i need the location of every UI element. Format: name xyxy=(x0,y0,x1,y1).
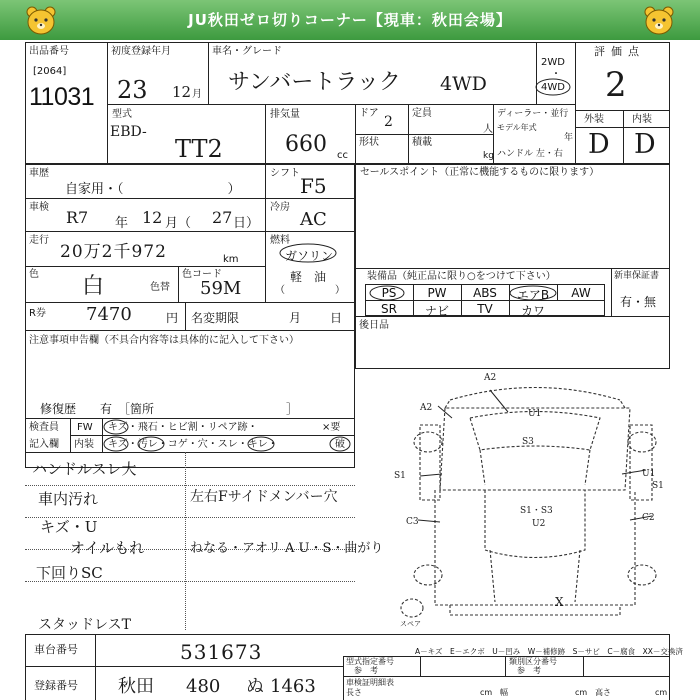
vehicle-number-label: 車台番号 xyxy=(34,643,78,656)
interior-check-label: 内装 xyxy=(74,439,94,450)
displacement-unit: cc xyxy=(337,150,348,161)
inspection-day-unit: 日） xyxy=(233,216,260,231)
drive-2wd: 2WD xyxy=(541,57,565,68)
equipment-airbag: エアB xyxy=(516,288,550,302)
displacement-value: 660 xyxy=(285,132,327,157)
mark-u1-front: U1 xyxy=(528,409,542,419)
import-year-unit: 年 xyxy=(564,133,574,143)
capacity-unit: 人 xyxy=(483,124,493,135)
cert-proof-label: 車検証明細表 xyxy=(346,678,394,687)
fw-label: FW xyxy=(77,422,93,433)
mark-u1-right: U1 xyxy=(642,469,656,479)
inspection-month-unit: 月（ xyxy=(165,216,192,231)
inspection-month: 12 xyxy=(142,208,163,227)
fuel-gasoline-circle xyxy=(278,242,338,264)
interior-check-text: キズ・汚レ・コゲ・穴・スレ・キレ・ xyxy=(108,439,278,450)
mileage-value: 20万2千972 xyxy=(60,242,167,262)
history-label: 車歴 xyxy=(29,168,49,179)
notes-label: 注意事項申告欄（不具合内容等は具体的に記入して下さい） xyxy=(29,335,299,346)
mark-s1-left: S1 xyxy=(394,471,406,481)
cert-height: 高さ xyxy=(595,688,611,697)
drive-separator: ・ xyxy=(551,69,561,80)
cert-height-unit: cm xyxy=(655,688,668,697)
mark-s1-s3: S1・S3 xyxy=(520,506,553,516)
note-left-5: 下回りSC xyxy=(36,564,103,582)
diagram-spare: スペア xyxy=(400,620,421,628)
doors-label: ドア xyxy=(359,108,379,119)
equipment-pw: PW xyxy=(427,286,447,300)
bear-mascot-icon xyxy=(642,5,676,35)
recycle-value: 7470 xyxy=(86,304,132,325)
rating-exterior: D xyxy=(588,129,610,160)
equipment-abs: ABS xyxy=(473,286,497,300)
mark-c2: C2 xyxy=(642,513,655,523)
inspector-label-2: 記入欄 xyxy=(29,439,59,450)
mark-c3: C3 xyxy=(406,517,419,527)
import-model-year: モデル年式 xyxy=(497,123,537,132)
sales-point-label: セールスポイント（正常に機能するものに限ります） xyxy=(360,167,600,178)
registration-year: 23 xyxy=(117,76,148,104)
cert-length: 長さ xyxy=(346,688,362,697)
shift-value: F5 xyxy=(300,174,327,198)
rating-interior: D xyxy=(634,129,656,160)
shift-label: シフト xyxy=(270,168,300,179)
note-right-1: 左右Fサイドメンバー穴 xyxy=(190,489,338,505)
drive-4wd: 4WD xyxy=(541,82,565,93)
inspector-label-1: 検査員 xyxy=(29,422,59,433)
color-value: 白 xyxy=(82,274,105,299)
right-grid xyxy=(355,164,670,369)
page-title: JU秋田ゼロ切りコーナー【現車：秋田会場】 xyxy=(188,11,512,29)
import-dealer: ディーラー・並行 xyxy=(497,109,569,119)
mark-s3: S3 xyxy=(522,437,534,447)
fuel-diesel: 軽 油 xyxy=(290,270,327,284)
inspection-era: R7 xyxy=(66,208,89,227)
color-code: 59M xyxy=(200,278,242,299)
equipment-circles xyxy=(365,284,605,302)
type-prefix: EBD- xyxy=(110,124,147,140)
rating-exterior-label: 外装 xyxy=(584,114,604,125)
history-value: 自家用・（ ） xyxy=(65,182,241,197)
type-label: 型式 xyxy=(112,109,132,120)
mileage-label: 走行 xyxy=(29,235,49,246)
color-code-label: 色コード xyxy=(182,269,222,280)
recycle-label: R券 xyxy=(29,308,46,319)
cert-class-label: 類別区分番号 xyxy=(509,657,557,666)
cert-width: 幅 xyxy=(500,688,508,697)
equipment-label: 装備品（純正品に限り○をつけて下さい） xyxy=(367,271,556,282)
equipment-navi: ナビ xyxy=(424,304,449,318)
cert-type-sub: 参 考 xyxy=(354,666,378,675)
note-left-2: 車内汚れ xyxy=(38,490,99,508)
interior-check-end: 破 xyxy=(335,439,345,450)
lot-number: 11031 xyxy=(29,83,95,111)
color-label: 色 xyxy=(29,269,39,280)
aircon-value: AC xyxy=(300,209,327,230)
bear-mascot-icon xyxy=(24,5,58,35)
load-label: 積載 xyxy=(412,137,432,148)
equipment-leather: カワ xyxy=(520,304,545,318)
model-name: サンバートラック xyxy=(228,70,401,95)
note-studless: スタッドレスT xyxy=(38,617,131,633)
registration-kana: ぬ xyxy=(246,676,264,697)
cert-width-unit: cm xyxy=(575,688,588,697)
inspector-circles xyxy=(103,418,355,452)
doors-shape-label: 形状 xyxy=(359,137,379,148)
lot-sub-number: [2064] xyxy=(33,66,67,77)
registration-label: 初度登録年月 xyxy=(111,46,171,57)
equipment-sr: SR xyxy=(381,302,397,316)
repair-history: 修復歴 有 ［箇所 ］ xyxy=(40,402,299,416)
registration-class: 480 xyxy=(186,676,221,697)
meigi-day-unit: 日 xyxy=(330,311,343,325)
equipment-tv: TV xyxy=(477,302,493,316)
note-left-3: キズ・U xyxy=(40,518,98,536)
aircon-label: 冷房 xyxy=(270,202,290,213)
mark-s1-right: S1 xyxy=(652,481,664,491)
vehicle-number-value: 531673 xyxy=(180,640,263,664)
mark-u2: U2 xyxy=(532,519,546,529)
color-variant-label: 色替 xyxy=(150,282,170,293)
inspection-label: 車検 xyxy=(29,202,49,213)
registration-month-unit: 月 xyxy=(192,89,202,100)
drive-4wd-circle xyxy=(534,77,572,97)
mark-x: X xyxy=(555,595,564,609)
registration-number-label: 登録番号 xyxy=(34,679,78,692)
mileage-unit: km xyxy=(223,254,239,265)
note-left-4: オイルもれ xyxy=(70,539,145,557)
model-grade: 4WD xyxy=(440,73,487,95)
car-damage-diagram xyxy=(390,370,680,630)
mark-a2-left: A2 xyxy=(420,403,433,413)
fuel-label: 燃料 xyxy=(270,235,290,246)
type-code: TT2 xyxy=(175,135,223,163)
mark-a2-front: A2 xyxy=(484,373,497,383)
equipment-aw: AW xyxy=(571,286,591,300)
registration-area: 秋田 xyxy=(118,676,154,697)
fw-end: ×要 xyxy=(322,422,341,433)
inspection-year-unit: 年 xyxy=(115,216,129,231)
lot-label: 出品番号 xyxy=(29,46,69,57)
model-label: 車名・グレード xyxy=(212,46,282,57)
damage-legend: A－キズ E－エクボ U－凹み W－補修跡 S－サビ C－腐食 XX－交換済 xyxy=(415,647,683,656)
rating-value: 2 xyxy=(605,65,627,105)
rating-interior-label: 内装 xyxy=(632,114,652,125)
fuel-other: （ ） xyxy=(275,285,345,296)
rating-label: 評価点 xyxy=(594,45,645,58)
displacement-label: 排気量 xyxy=(270,109,300,120)
cert-class-sub: 参 考 xyxy=(517,666,541,675)
guarantee-label: 新車保証書 xyxy=(614,271,660,281)
capacity-label: 定員 xyxy=(412,108,432,119)
cert-type-label: 型式指定番号 xyxy=(346,657,394,666)
fw-text: キズ・飛石・ヒビ割・リペア跡・ xyxy=(108,422,258,433)
post-install-label: 後日品 xyxy=(359,320,389,331)
inspection-day: 27 xyxy=(212,208,233,227)
note-right-2: ねなる・アオリ A U・S・曲がり xyxy=(190,541,384,556)
doors-value: 2 xyxy=(384,114,393,130)
equipment-ps: PS xyxy=(381,286,397,300)
guarantee-value: 有・無 xyxy=(620,295,657,309)
registration-number: 1463 xyxy=(270,676,316,697)
note-left-1: ハンドルスレ大 xyxy=(32,460,137,478)
cert-length-unit: cm xyxy=(480,688,493,697)
load-unit: kg xyxy=(483,151,494,161)
meigi-month-unit: 月 xyxy=(289,311,302,325)
registration-month: 12 xyxy=(172,83,192,101)
import-handle: ハンドル 左・右 xyxy=(497,149,563,159)
fuel-gasoline: ガソリン xyxy=(285,249,334,263)
meigi-label: 名変期限 xyxy=(191,311,240,325)
recycle-unit: 円 xyxy=(166,311,179,325)
